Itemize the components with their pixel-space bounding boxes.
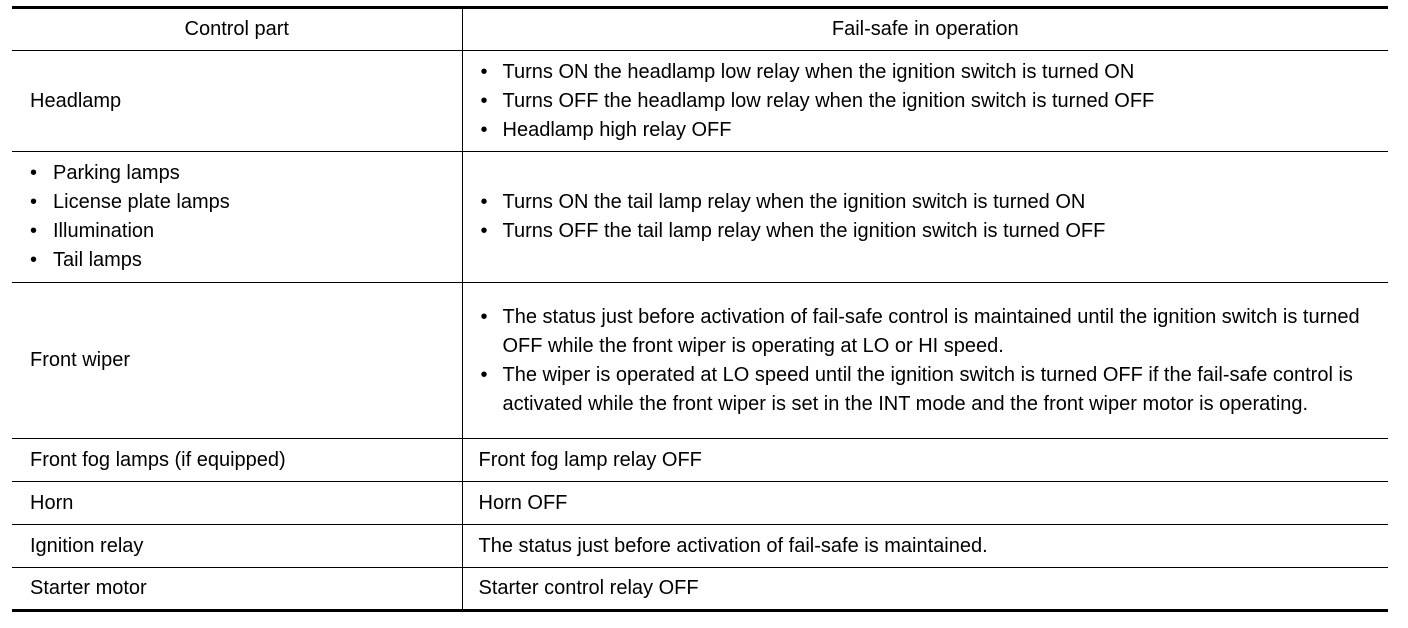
list-item: • Turns OFF the tail lamp relay when the ignition switch is turned OFF	[479, 217, 1381, 246]
fail-safe-cell: Starter control relay OFF	[462, 568, 1388, 611]
list-item: • Turns ON the headlamp low relay when the ignition switch is turned ON	[479, 58, 1381, 87]
list-item: • Illumination	[30, 217, 462, 246]
fail-safe-list	[479, 303, 1381, 419]
list-item: • Turns ON the tail lamp relay when the ignition switch is turned ON	[479, 188, 1381, 217]
list-item: • Headlamp high relay OFF	[479, 116, 1381, 145]
list-item: • Tail lamps	[30, 246, 462, 275]
list-item: • The wiper is operated at LO speed until the ignition switch is turned OFF if the fail-safe control is activated while the front wiper is set in the INT mode and the front wiper motor is operating.	[479, 361, 1381, 419]
table-row-front-wiper	[12, 283, 1388, 439]
header-fail-safe: Fail-safe in operation	[462, 8, 1388, 51]
fail-safe-cell: The status just before activation of fail-safe is maintained.	[462, 525, 1388, 568]
table-row-ignition-relay	[12, 525, 1388, 568]
fail-safe-cell	[462, 51, 1388, 152]
list-item: • License plate lamps	[30, 188, 462, 217]
fail-safe-list	[479, 188, 1381, 246]
header-control-part: Control part	[12, 8, 462, 51]
fail-safe-table	[12, 6, 1388, 612]
control-part-cell: Front fog lamps (if equipped)	[12, 439, 462, 482]
fail-safe-cell: Front fog lamp relay OFF	[462, 439, 1388, 482]
control-part-cell: Front wiper	[12, 283, 462, 439]
table-header-row	[12, 8, 1388, 51]
control-part-cell: Horn	[12, 482, 462, 525]
fail-safe-cell	[462, 283, 1388, 439]
control-part-cell	[12, 152, 462, 283]
control-part-cell: Ignition relay	[12, 525, 462, 568]
control-part-cell: Headlamp	[12, 51, 462, 152]
table-row-starter-motor	[12, 568, 1388, 611]
list-item: • The status just before activation of fail-safe control is maintained until the ignition switch is turned OFF while the front wiper is operating at LO or HI speed.	[479, 303, 1381, 361]
fail-safe-list	[479, 58, 1381, 145]
table-row-lamps	[12, 152, 1388, 283]
list-item: • Turns OFF the headlamp low relay when the ignition switch is turned OFF	[479, 87, 1381, 116]
table-row-headlamp	[12, 51, 1388, 152]
fail-safe-cell	[462, 152, 1388, 283]
list-item: • Parking lamps	[30, 159, 462, 188]
control-part-cell: Starter motor	[12, 568, 462, 611]
control-part-list	[30, 159, 462, 275]
table-row-front-fog-lamps	[12, 439, 1388, 482]
fail-safe-cell: Horn OFF	[462, 482, 1388, 525]
table-row-horn	[12, 482, 1388, 525]
